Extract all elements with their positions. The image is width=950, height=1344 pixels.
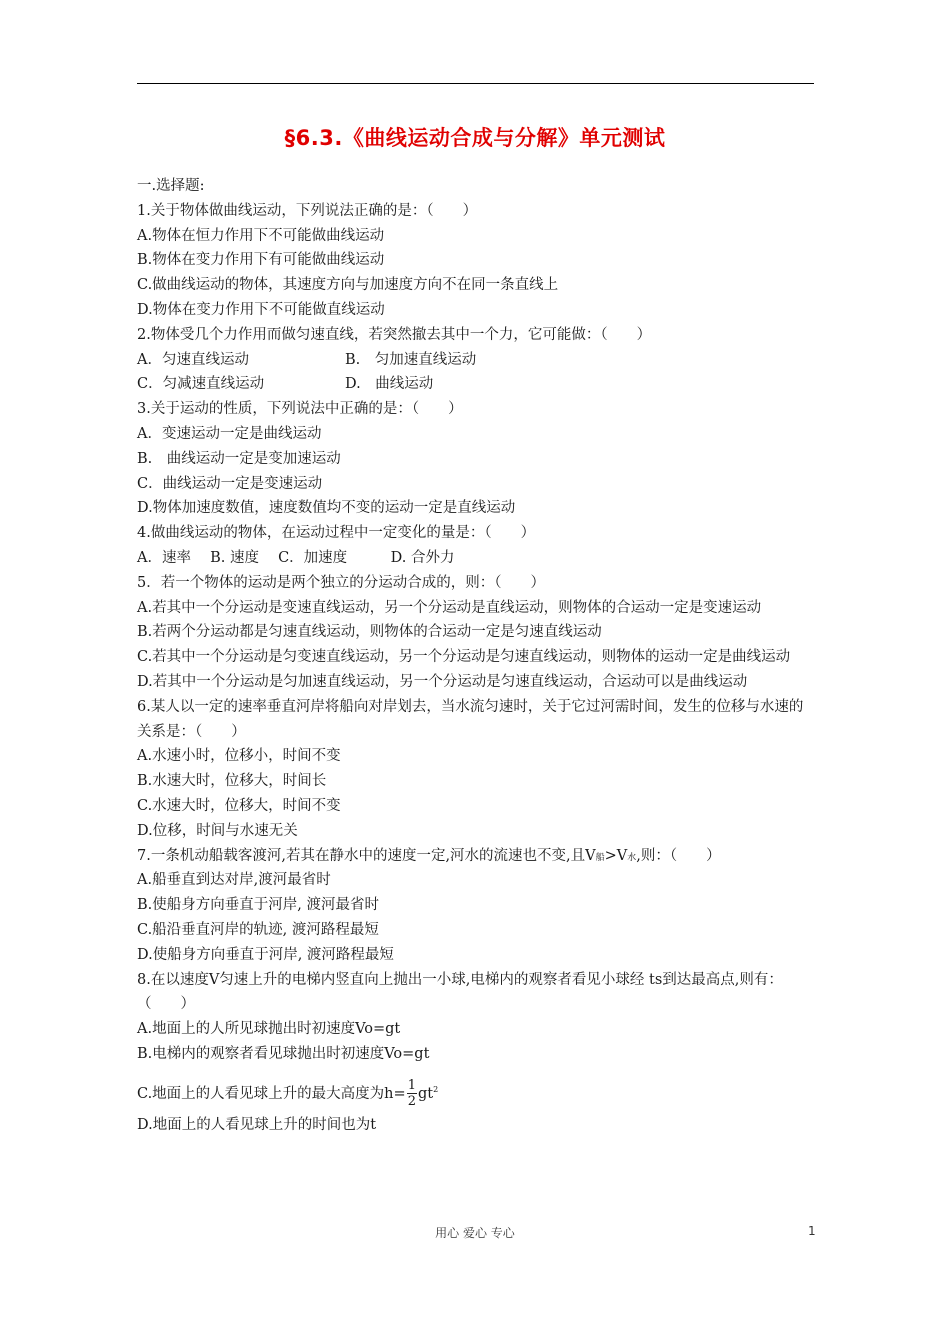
q1-stem: 1.关于物体做曲线运动，下列说法正确的是：（ ） bbox=[137, 202, 478, 219]
q2-option-c: C．匀减速直线运动 bbox=[137, 376, 265, 393]
document-body bbox=[137, 174, 817, 1137]
q7-option-d: D.使船身方向垂直于河岸, 渡河路程最短 bbox=[137, 946, 394, 963]
q3-option-d: D.物体加速度数值，速度数值均不变的运动一定是直线运动 bbox=[137, 500, 516, 517]
q7-stem bbox=[137, 844, 817, 869]
q7-option-c: C.船沿垂直河岸的轨迹, 渡河路程最短 bbox=[137, 921, 379, 938]
q8-option-d: D.地面上的人看见球上升的时间也为t bbox=[137, 1116, 377, 1133]
q6-option-d: D.位移，时间与水速无关 bbox=[137, 822, 298, 839]
q8-option-a: A.地面上的人所见球抛出时初速度Vo=gt bbox=[137, 1021, 401, 1038]
q7-stem-pre: 7.一条机动船载客渡河,若其在静水中的速度一定,河水的流速也不变,且V bbox=[137, 847, 596, 864]
q5-option-b: B.若两个分运动都是匀速直线运动，则物体的合运动一定是匀速直线运动 bbox=[137, 624, 602, 641]
q6-option-c: C.水速大时，位移大，时间不变 bbox=[137, 797, 341, 814]
q2-options-row2 bbox=[137, 372, 817, 397]
q8-option-c-gt: gt bbox=[417, 1085, 434, 1102]
q5-option-a: A.若其中一个分运动是变速直线运动，另一个分运动是直线运动，则物体的合运动一定是变速运动 bbox=[137, 599, 762, 616]
q6-option-a: A.水速小时，位移小，时间不变 bbox=[137, 748, 341, 765]
page-title: §6.3.《曲线运动合成与分解》单元测试 bbox=[284, 126, 666, 150]
q1-option-c: C.做曲线运动的物体，其速度方向与加速度方向不在同一条直线上 bbox=[137, 277, 559, 294]
q3-option-b: B. 曲线运动一定是变加速运动 bbox=[137, 450, 341, 467]
q8-option-c bbox=[137, 1067, 817, 1113]
q2-options-row1 bbox=[137, 348, 817, 373]
page-number: 1 bbox=[808, 1224, 816, 1238]
q6-stem: 6.某人以一定的速率垂直河岸将船向对岸划去，当水流匀速时，关于它过河需时间，发生的位移与水速的关系是：（ ） bbox=[137, 698, 804, 740]
q7-stem-mid: >V bbox=[604, 847, 628, 864]
q8-option-c-text: C.地面上的人看见球上升的最大高度为h= bbox=[137, 1085, 406, 1102]
fraction-one-half bbox=[407, 1078, 417, 1109]
q2-stem: 2.物体受几个力作用而做匀速直线，若突然撤去其中一个力，它可能做：（ ） bbox=[137, 326, 652, 343]
q7-sub-boat: 船 bbox=[595, 852, 605, 863]
header-rule bbox=[137, 83, 814, 84]
q3-option-a: A．变速运动一定是曲线运动 bbox=[137, 425, 322, 442]
q6-option-b: B.水速大时，位移大，时间长 bbox=[137, 773, 327, 790]
q2-option-a: A．匀速直线运动 bbox=[137, 351, 249, 368]
fraction-numerator: 1 bbox=[407, 1078, 416, 1094]
q5-option-c: C.若其中一个分运动是匀变速直线运动，另一个分运动是匀速直线运动，则物体的运动一定是曲线运动 bbox=[137, 649, 791, 666]
q4-options: A．速率 B. 速度 C．加速度 D. 合外力 bbox=[137, 549, 455, 566]
q7-option-b: B.使船身方向垂直于河岸, 渡河最省时 bbox=[137, 897, 379, 914]
q1-option-b: B.物体在变力作用下有可能做曲线运动 bbox=[137, 252, 385, 269]
q5-option-d: D.若其中一个分运动是匀加速直线运动，另一个分运动是匀速直线运动，合运动可以是曲线运动 bbox=[137, 673, 748, 690]
q4-stem: 4.做曲线运动的物体，在运动过程中一定变化的量是：（ ） bbox=[137, 525, 536, 542]
section-heading: 一.选择题: bbox=[137, 178, 205, 194]
q7-option-a: A.船垂直到达对岸,渡河最省时 bbox=[137, 872, 331, 889]
q1-option-d: D.物体在变力作用下不可能做直线运动 bbox=[137, 301, 385, 318]
q8-option-c-exponent: 2 bbox=[433, 1084, 439, 1094]
q7-stem-post: ,则：（ ） bbox=[636, 847, 721, 864]
fraction-denominator: 2 bbox=[407, 1094, 416, 1110]
q8-option-b: B.电梯内的观察者看见球抛出时初速度Vo=gt bbox=[137, 1045, 430, 1062]
q2-option-d: D. 曲线运动 bbox=[345, 376, 434, 393]
q5-stem: 5．若一个物体的运动是两个独立的分运动合成的，则：（ ） bbox=[137, 574, 545, 591]
q2-option-b: B. 匀加速直线运动 bbox=[345, 351, 477, 368]
q3-stem: 3.关于运动的性质，下列说法中正确的是：（ ） bbox=[137, 401, 463, 418]
q1-option-a: A.物体在恒力作用下不可能做曲线运动 bbox=[137, 227, 385, 244]
q8-stem: 8.在以速度V匀速上升的电梯内竖直向上抛出一小球,电梯内的观察者看见小球经 ts到达最高点,则有：（ ） bbox=[137, 971, 783, 1013]
page-footer: 用心 爱心 专心 bbox=[435, 1226, 515, 1240]
q7-sub-water: 水 bbox=[627, 852, 637, 863]
q3-option-c: C．曲线运动一定是变速运动 bbox=[137, 475, 323, 492]
